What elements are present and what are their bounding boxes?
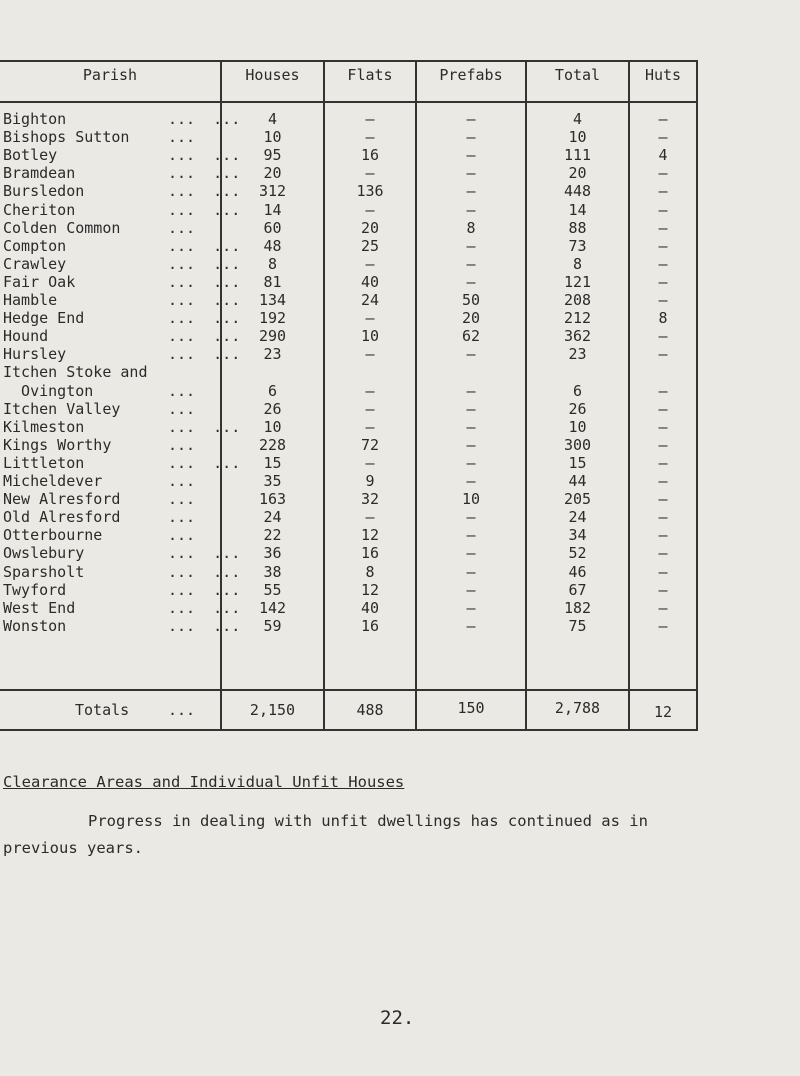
totals-huts: 12 xyxy=(653,703,673,721)
cell-huts: – xyxy=(658,454,668,472)
leader-dots: ... ... xyxy=(168,309,241,327)
cell-huts: – xyxy=(658,563,668,581)
cell-prefabs: 50 xyxy=(461,291,481,309)
cell-huts: – xyxy=(658,617,668,635)
cell-total: 75 xyxy=(568,617,587,635)
parish-name: Sparsholt xyxy=(3,563,85,581)
totals-total: 2,788 xyxy=(554,699,601,717)
cell-flats: – xyxy=(365,201,375,219)
header-parish: Parish xyxy=(82,66,138,84)
cell-huts: – xyxy=(658,382,668,400)
leader-dots: ... ... xyxy=(168,164,241,182)
leader-dots: ... xyxy=(168,128,196,146)
cell-houses: 228 xyxy=(258,436,287,454)
parish-name: Colden Common xyxy=(3,219,121,237)
cell-prefabs: – xyxy=(466,110,476,128)
parish-name: Compton xyxy=(3,237,67,255)
cell-flats: 8 xyxy=(365,563,375,581)
parish-name: Bishops Sutton xyxy=(3,128,130,146)
cell-flats: 136 xyxy=(356,182,384,200)
paragraph-line: Progress in dealing with unfit dwellings has continued as in xyxy=(88,812,648,830)
leader-dots: ... ... xyxy=(168,255,241,273)
totals-label: Totals xyxy=(75,701,130,719)
cell-huts: – xyxy=(658,128,668,146)
cell-huts: – xyxy=(658,255,668,273)
cell-houses: 38 xyxy=(263,563,282,581)
cell-flats: – xyxy=(365,345,375,363)
cell-houses: 312 xyxy=(258,182,287,200)
parish-name: Ovington xyxy=(3,382,94,400)
leader-dots: ... ... xyxy=(168,327,241,345)
cell-huts: – xyxy=(658,526,668,544)
parish-name: West End xyxy=(3,599,76,617)
leader-dots: ... ... xyxy=(168,563,241,581)
leader-dots: ... ... xyxy=(168,237,241,255)
parish-name: Hedge End xyxy=(3,309,85,327)
cell-flats: 32 xyxy=(360,490,380,508)
cell-total: 121 xyxy=(563,273,592,291)
leader-dots: ... ... xyxy=(168,454,241,472)
cell-total: 34 xyxy=(568,526,587,544)
cell-houses: 81 xyxy=(263,273,282,291)
cell-total: 8 xyxy=(572,255,583,273)
cell-total: 212 xyxy=(563,309,592,327)
cell-total: 208 xyxy=(563,291,592,309)
cell-flats: 72 xyxy=(360,436,380,454)
leader-dots: ... xyxy=(168,436,196,454)
cell-huts: – xyxy=(658,599,668,617)
cell-houses: 36 xyxy=(263,544,282,562)
cell-flats: 40 xyxy=(360,273,380,291)
cell-flats: – xyxy=(365,110,375,128)
cell-houses: 60 xyxy=(263,219,282,237)
parish-name: Owslebury xyxy=(3,544,85,562)
cell-prefabs: – xyxy=(466,164,476,182)
cell-total: 67 xyxy=(568,581,587,599)
cell-total: 26 xyxy=(568,400,587,418)
parish-name: Kings Worthy xyxy=(3,436,112,454)
cell-houses: 35 xyxy=(263,472,282,490)
totals-houses: 2,150 xyxy=(249,701,296,719)
parish-name: Fair Oak xyxy=(3,273,76,291)
cell-prefabs: – xyxy=(466,617,476,635)
cell-houses: 59 xyxy=(263,617,282,635)
leader-dots: ... xyxy=(168,400,196,418)
header-total: Total xyxy=(554,66,601,84)
cell-flats: – xyxy=(365,255,375,273)
cell-prefabs: – xyxy=(466,128,476,146)
leader-dots: ... ... xyxy=(168,110,241,128)
parish-name: Twyford xyxy=(3,581,67,599)
cell-huts: – xyxy=(658,219,668,237)
leader-dots: ... xyxy=(168,472,196,490)
header-prefabs: Prefabs xyxy=(439,66,503,84)
leader-dots: ... ... xyxy=(168,617,241,635)
cell-prefabs: – xyxy=(466,436,476,454)
cell-houses: 48 xyxy=(263,237,282,255)
cell-huts: – xyxy=(658,400,668,418)
cell-prefabs: – xyxy=(466,345,476,363)
cell-prefabs: – xyxy=(466,599,476,617)
leader-dots: ... xyxy=(168,219,196,237)
cell-houses: 26 xyxy=(263,400,282,418)
parish-name: Old Alresford xyxy=(3,508,121,526)
cell-prefabs: – xyxy=(466,418,476,436)
totals-flats: 488 xyxy=(356,701,384,719)
header-houses: Houses xyxy=(245,66,300,84)
cell-flats: – xyxy=(365,454,375,472)
cell-total: 52 xyxy=(568,544,587,562)
cell-prefabs: – xyxy=(466,182,476,200)
cell-total: 44 xyxy=(568,472,587,490)
cell-prefabs: – xyxy=(466,526,476,544)
parish-name: Crawley xyxy=(3,255,67,273)
cell-huts: – xyxy=(658,418,668,436)
parish-name: Hamble xyxy=(3,291,58,309)
leader-dots: ... xyxy=(168,382,196,400)
cell-huts: – xyxy=(658,182,668,200)
cell-prefabs: 62 xyxy=(461,327,481,345)
leader-dots: ... ... xyxy=(168,345,241,363)
table-bottom-border xyxy=(0,729,698,731)
cell-huts: – xyxy=(658,164,668,182)
cell-total: 10 xyxy=(568,418,587,436)
parish-name: Bighton xyxy=(3,110,67,128)
cell-houses: 55 xyxy=(263,581,282,599)
cell-total: 111 xyxy=(563,146,592,164)
cell-prefabs: – xyxy=(466,400,476,418)
cell-flats: 12 xyxy=(360,526,380,544)
cell-houses: 192 xyxy=(258,309,287,327)
cell-flats: 20 xyxy=(360,219,380,237)
cell-prefabs: 10 xyxy=(461,490,481,508)
parish-name: Wonston xyxy=(3,617,67,635)
cell-flats: 10 xyxy=(360,327,380,345)
header-huts: Huts xyxy=(644,66,682,84)
cell-total: 46 xyxy=(568,563,587,581)
page-number: 22. xyxy=(380,1007,415,1029)
totals-prefabs: 150 xyxy=(457,699,485,717)
cell-total: 10 xyxy=(568,128,587,146)
cell-prefabs: – xyxy=(466,454,476,472)
cell-total: 73 xyxy=(568,237,587,255)
cell-flats: 40 xyxy=(360,599,380,617)
totals-dots: ... xyxy=(168,701,196,719)
leader-dots: ... ... xyxy=(168,599,241,617)
cell-total: 300 xyxy=(563,436,592,454)
leader-dots: ... xyxy=(168,526,196,544)
leader-dots: ... ... xyxy=(168,291,241,309)
leader-dots: ... ... xyxy=(168,544,241,562)
cell-total: 20 xyxy=(568,164,587,182)
parish-name: Cheriton xyxy=(3,201,76,219)
cell-prefabs: – xyxy=(466,273,476,291)
header-flats: Flats xyxy=(347,66,393,84)
cell-prefabs: – xyxy=(466,201,476,219)
cell-huts: – xyxy=(658,327,668,345)
cell-houses: 22 xyxy=(263,526,282,544)
leader-dots: ... ... xyxy=(168,418,241,436)
cell-total: 15 xyxy=(568,454,587,472)
cell-houses: 163 xyxy=(258,490,287,508)
leader-dots: ... ... xyxy=(168,182,241,200)
cell-huts: – xyxy=(658,544,668,562)
cell-flats: – xyxy=(365,382,375,400)
cell-houses: 20 xyxy=(263,164,282,182)
parish-name: Micheldever xyxy=(3,472,103,490)
cell-huts: – xyxy=(658,436,668,454)
cell-total: 182 xyxy=(563,599,592,617)
leader-dots: ... ... xyxy=(168,273,241,291)
cell-prefabs: – xyxy=(466,581,476,599)
cell-huts: – xyxy=(658,291,668,309)
cell-prefabs: – xyxy=(466,382,476,400)
cell-flats: – xyxy=(365,508,375,526)
table-right-border xyxy=(696,60,698,731)
cell-houses: 4 xyxy=(267,110,278,128)
cell-prefabs: – xyxy=(466,146,476,164)
parish-name: Hursley xyxy=(3,345,67,363)
cell-houses: 24 xyxy=(263,508,282,526)
cell-total: 4 xyxy=(572,110,583,128)
leader-dots: ... ... xyxy=(168,201,241,219)
cell-houses: 95 xyxy=(263,146,282,164)
cell-houses: 10 xyxy=(263,418,282,436)
cell-prefabs: – xyxy=(466,255,476,273)
cell-prefabs: – xyxy=(466,472,476,490)
cell-total: 14 xyxy=(568,201,587,219)
leader-dots: ... ... xyxy=(168,146,241,164)
cell-huts: – xyxy=(658,345,668,363)
cell-flats: – xyxy=(365,418,375,436)
cell-prefabs: 8 xyxy=(466,219,476,237)
cell-huts: – xyxy=(658,508,668,526)
cell-prefabs: – xyxy=(466,508,476,526)
table-header-border xyxy=(0,101,698,103)
parish-name: Bramdean xyxy=(3,164,76,182)
parish-name: Hound xyxy=(3,327,49,345)
cell-houses: 134 xyxy=(258,291,287,309)
parish-name: Botley xyxy=(3,146,58,164)
cell-flats: 9 xyxy=(365,472,375,490)
cell-flats: – xyxy=(365,128,375,146)
cell-prefabs: – xyxy=(466,237,476,255)
parish-name: New Alresford xyxy=(3,490,121,508)
cell-huts: – xyxy=(658,201,668,219)
cell-houses: 14 xyxy=(263,201,282,219)
cell-houses: 6 xyxy=(267,382,278,400)
cell-huts: – xyxy=(658,273,668,291)
cell-houses: 290 xyxy=(258,327,287,345)
cell-huts: – xyxy=(658,472,668,490)
cell-flats: – xyxy=(365,400,375,418)
cell-total: 6 xyxy=(572,382,583,400)
leader-dots: ... xyxy=(168,490,196,508)
parish-name: Otterbourne xyxy=(3,526,103,544)
cell-flats: 16 xyxy=(360,617,380,635)
cell-huts: 8 xyxy=(658,309,668,327)
parish-name: Itchen Valley xyxy=(3,400,121,418)
cell-prefabs: 20 xyxy=(461,309,481,327)
cell-houses: 10 xyxy=(263,128,282,146)
paragraph-line: previous years. xyxy=(3,839,143,857)
cell-huts: – xyxy=(658,490,668,508)
cell-flats: 24 xyxy=(360,291,380,309)
parish-name: Itchen Stoke and xyxy=(3,363,148,381)
cell-houses: 8 xyxy=(267,255,278,273)
cell-huts: – xyxy=(658,581,668,599)
cell-huts: – xyxy=(658,110,668,128)
cell-prefabs: – xyxy=(466,544,476,562)
parish-name: Kilmeston xyxy=(3,418,85,436)
cell-flats: 16 xyxy=(360,146,380,164)
cell-huts: 4 xyxy=(658,146,668,164)
cell-flats: – xyxy=(365,164,375,182)
leader-dots: ... xyxy=(168,508,196,526)
cell-total: 448 xyxy=(563,182,592,200)
leader-dots: ... ... xyxy=(168,581,241,599)
table-top-border xyxy=(0,60,698,62)
cell-huts: – xyxy=(658,237,668,255)
cell-total: 362 xyxy=(563,327,592,345)
cell-flats: 16 xyxy=(360,544,380,562)
table-totals-top-border xyxy=(0,689,698,691)
cell-flats: – xyxy=(365,309,375,327)
cell-flats: 12 xyxy=(360,581,380,599)
cell-prefabs: – xyxy=(466,563,476,581)
cell-total: 205 xyxy=(563,490,592,508)
cell-flats: 25 xyxy=(360,237,380,255)
parish-name: Littleton xyxy=(3,454,85,472)
cell-houses: 142 xyxy=(258,599,287,617)
parish-name: Bursledon xyxy=(3,182,85,200)
cell-total: 88 xyxy=(568,219,587,237)
cell-houses: 23 xyxy=(263,345,282,363)
cell-houses: 15 xyxy=(263,454,282,472)
cell-total: 23 xyxy=(568,345,587,363)
section-title: Clearance Areas and Individual Unfit Houses xyxy=(3,773,405,791)
cell-total: 24 xyxy=(568,508,587,526)
